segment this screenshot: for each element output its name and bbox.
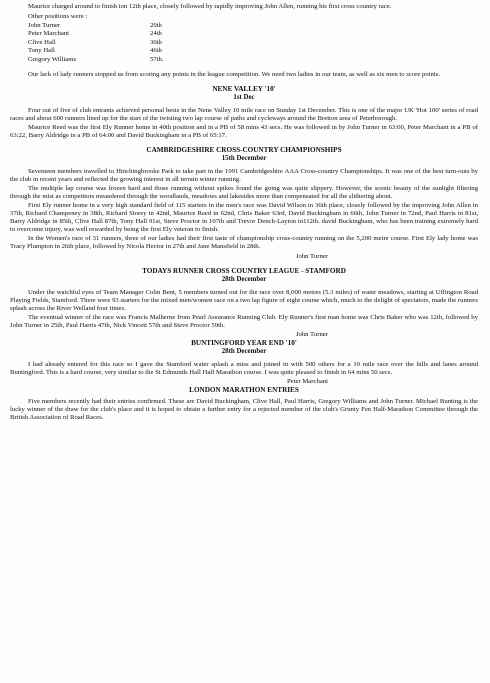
positions-title: Other positions were :: [28, 13, 88, 21]
lady-runners-paragraph: Our lack of lady runners stopped us from scoring any points in the league competition. We need two ladies in our team, as well as six men to score points.: [28, 70, 441, 78]
table-row: Gregory Williams 57th.: [28, 55, 164, 63]
cambs-paragraph-1: Seventeen members travelled to Hinchingbrooke Park to take part in the 1991 Cambridgeshire AAA Cross-country Championships. It was one of the best turn-outs by the club in recent years and reflected the growing interest in all terrain winter running.: [10, 167, 478, 183]
cambs-date: 15th December: [221, 154, 267, 162]
nene-valley-paragraph-1: Four out of five of club entrants achieved personal bests in the Nene Valley 10 mile race on Sunday 1st December. This is one of the major UK 'Hot 100' series of road races and about 600 runners lined up for the start of the twisting two lap course of paths and cycleways around the Bretton area of Peterborough.: [10, 106, 478, 122]
cambs-signature: John Turner: [295, 253, 328, 261]
table-row: Clive Hall 30th: [28, 38, 162, 46]
cambs-paragraph-4: In the Women's race of 31 runners, three of our ladies had their first taste of championship cross-country running on the 5,200 metre course. First Ely lady home was Tracy Plumpton in 26th place, followed by Nicola Hector in 27th and Jane Mansfield in 28th.: [10, 235, 478, 251]
buntingford-signature: Peter Marchant: [286, 378, 328, 386]
nene-valley-heading: NENE VALLEY '10': [212, 84, 276, 93]
stamford-paragraph-1: Under the watchful eyes of Team Manager Colin Bent, 5 members turned out for the race over 8,000 metres (5.3 miles) of water meadows, starting at Uffington Road Playing Fields, Stamford. There were 93 starters for the mixed men/women race on a two lap figure of eight course which, much to the delight of spectators, made the runners splash across the River Welland four times.: [10, 289, 478, 313]
intro-paragraph: Maurice charged around to finish ion 12th place, closely followed by rapidly improving John Allen, running his first cross country race.: [28, 3, 392, 10]
stamford-date: 28th December: [221, 275, 267, 283]
cambs-paragraph-3: First Ely runner home in a very high standard field of 115 starters in the men's race was David Wilson in 36th place, closely followed by the improving John Allen in 37th, Richard Champeney in 38th, Richard Storey in 42nd, Maurice Reed in 62nd, Chris Baker 63rd, David Buckingham in 66th, John Turner in 72nd, Paul Harris in 81st, Barry Aldridge in 85th, Clive Hall 87th, Tony Hall 91st, Steve Proctor in 107th and Trevor Dench-Layton in112th. david Buckingham, who has been training extremely hard to overcome injury, was well rewarded by being the first Ely veteran to finish.: [10, 202, 478, 234]
stamford-signature: John Turner: [295, 331, 328, 339]
cambs-paragraph-2: The multiple lap course was frozen hard and those running without spikes found the going was quite slippery. However, the scenic beauty of the sunlight filtering through the mist as competitors meandered through the woodlands, meadows and lakesides more than compensated for all the slithering about.: [10, 185, 478, 201]
table-row: Peter Marchant 24th: [28, 30, 162, 38]
london-paragraph: Five members recently had their entries confirmed. These are David Buckingham, Clive Hall, Paul Harris, Gregory Williams and John Turner. Michael Bunting is the lucky winner of the draw for the club's place and it is hoped to obtain a further entry for a rejected member of the club's Grunty Fen Half-Marathon Committee through the British Association of Road Races.: [10, 398, 478, 422]
london-heading: LONDON MARATHON ENTRIES: [189, 386, 299, 395]
nene-valley-date: 1st Dec: [233, 93, 255, 101]
nene-valley-paragraph-2: Maurice Reed was the first Ely Runner home in 40th position and in a PB of 58 mins 43 secs. He was followed in by John Turner in 63:00, Peter Marchant in a PB of 63:22, Barry Aldridge in a PB of 64:00 and David Buckingham in a PB of 65:17.: [10, 123, 478, 139]
table-row: John Turner 20th: [28, 22, 162, 30]
buntingford-heading: BUNTINGFORD YEAR END '10': [191, 339, 297, 348]
buntingford-paragraph: I had already entered for this race so I gave the Stamford water splash a miss and joined in with 500 others for a 10 mile race over the hills and lanes around Buntingford. This is a hard course, very similar to the St Edmunds Hall Half Marathon course. I was quite pleased to finish in 64 mins 50 secs.: [10, 361, 478, 377]
cambs-heading: CAMBRIDGESHIRE CROSS-COUNTRY CHAMPIONSHIPS: [146, 146, 342, 155]
buntingford-date: 28th December: [221, 348, 267, 356]
positions-table: [28, 22, 164, 64]
stamford-heading: TODAYS RUNNER CROSS COUNTRY LEAGUE - STAMFORD: [142, 267, 346, 276]
table-row: Tony Hall 46th: [28, 47, 162, 55]
stamford-paragraph-2: The eventual winner of the race was Francis Malherne from Pearl Assurance Running Club. Ely Runner's first man home was Chris Baker who was 12th, followed by John Turner in 25th, Paul Harris 47th, Nick Vincett 57th and Steve Proctor 59th.: [10, 314, 478, 330]
